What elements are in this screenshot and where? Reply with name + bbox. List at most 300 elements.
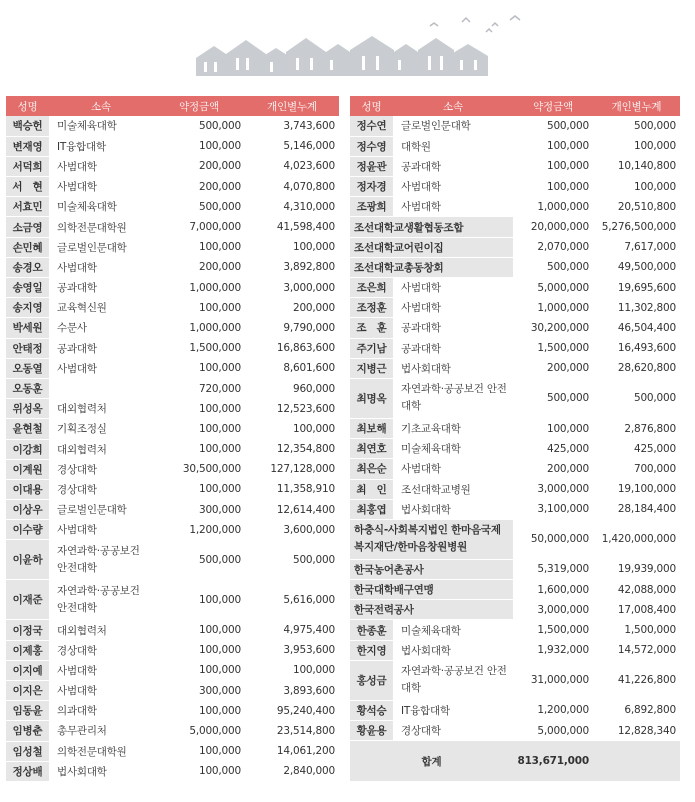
donor-name: 조은희: [350, 278, 393, 298]
table-row: [6, 378, 339, 398]
donor-name: 임동윤: [6, 701, 49, 721]
table-row: [6, 278, 339, 298]
table-row: [6, 500, 339, 520]
donor-org: 총무관리처: [49, 721, 153, 741]
table-row: [350, 257, 680, 277]
table-row: [350, 640, 680, 660]
cumulative-amount: 3,743,600: [245, 116, 339, 136]
donor-org: 대외협력처: [49, 439, 153, 459]
cumulative-amount: 3,000,000: [245, 278, 339, 298]
donor-org: 법사회대학: [49, 761, 153, 781]
donor-name: 오동훈: [6, 378, 49, 398]
donor-name: 서덕희: [6, 156, 49, 176]
pledge-amount: 100,000: [153, 660, 245, 680]
pledge-amount: 200,000: [153, 177, 245, 197]
header-name: 성명: [6, 96, 49, 116]
donor-org: IT융합대학: [49, 136, 153, 156]
header-cumulative: 개인별누계: [593, 96, 680, 116]
table-row: [350, 338, 680, 358]
table-row: [6, 520, 339, 540]
cumulative-amount: 6,892,800: [593, 700, 680, 720]
cumulative-amount: 7,617,000: [593, 237, 680, 257]
donor-org: 사범대학: [393, 298, 513, 318]
cumulative-amount: 100,000: [245, 660, 339, 680]
cumulative-amount: 19,100,000: [593, 479, 680, 499]
donor-name: 이재준: [6, 580, 49, 620]
table-row: [350, 418, 680, 438]
table-row: [6, 257, 339, 277]
pledge-amount: 1,932,000: [513, 640, 593, 660]
donor-name: 한국대학배구연맹: [350, 580, 513, 600]
right-donor-table: [350, 96, 680, 782]
donor-org: 미술체육대학: [393, 620, 513, 640]
table-row: [6, 136, 339, 156]
cumulative-amount: 46,504,400: [593, 318, 680, 338]
donor-org: 대외협력처: [49, 399, 153, 419]
pledge-amount: 500,000: [513, 257, 593, 277]
pledge-amount: 100,000: [153, 136, 245, 156]
donor-org: 사범대학: [393, 177, 513, 197]
donor-org: 공과대학: [393, 338, 513, 358]
table-row: [6, 399, 339, 419]
header-amount: 약정금액: [153, 96, 245, 116]
pledge-amount: 100,000: [513, 156, 593, 176]
table-row: [6, 358, 339, 378]
table-row: [6, 459, 339, 479]
donor-org: 사범대학: [393, 197, 513, 217]
cumulative-amount: 500,000: [245, 540, 339, 580]
cumulative-amount: 3,892,800: [245, 257, 339, 277]
cumulative-amount: 28,620,800: [593, 358, 680, 378]
donor-org: 의학전문대학원: [49, 217, 153, 237]
pledge-amount: 1,500,000: [513, 338, 593, 358]
cumulative-amount: 49,500,000: [593, 257, 680, 277]
cumulative-amount: 11,302,800: [593, 298, 680, 318]
donor-name: 조 훈: [350, 318, 393, 338]
donor-name: 최 인: [350, 479, 393, 499]
cumulative-amount: 5,146,000: [245, 136, 339, 156]
cumulative-amount: 14,572,000: [593, 640, 680, 660]
donor-org: 경상대학: [393, 721, 513, 741]
table-row: [350, 156, 680, 176]
table-row: [6, 479, 339, 499]
donor-name: 조선대학교어린이집: [350, 237, 513, 257]
pledge-amount: 30,200,000: [513, 318, 593, 338]
header-org: 소속: [49, 96, 153, 116]
cumulative-amount: 12,523,600: [245, 399, 339, 419]
pledge-amount: 300,000: [153, 681, 245, 701]
donor-name: 이계원: [6, 459, 49, 479]
table-row: [6, 156, 339, 176]
cumulative-amount: 127,128,000: [245, 459, 339, 479]
donor-name: 최보해: [350, 418, 393, 438]
donor-org: 글로벌인문대학: [49, 500, 153, 520]
skyline-illustration: [0, 0, 695, 90]
cumulative-amount: 9,790,000: [245, 318, 339, 338]
pledge-amount: 300,000: [153, 500, 245, 520]
cumulative-amount: 3,893,600: [245, 681, 339, 701]
cumulative-amount: 41,226,800: [593, 660, 680, 700]
donor-name: 윤현철: [6, 419, 49, 439]
cumulative-amount: 100,000: [245, 419, 339, 439]
pledge-amount: 720,000: [153, 378, 245, 398]
pledge-amount: 100,000: [513, 136, 593, 156]
donor-name: 최은순: [350, 459, 393, 479]
donor-name: 황석승: [350, 700, 393, 720]
pledge-amount: 200,000: [513, 358, 593, 378]
donor-name: 한지영: [350, 640, 393, 660]
donor-name: 오동열: [6, 358, 49, 378]
table-row: [350, 660, 680, 700]
donor-name: 박세원: [6, 318, 49, 338]
donor-org: 수문사: [49, 318, 153, 338]
pledge-amount: 1,000,000: [513, 197, 593, 217]
total-label: 합계: [350, 741, 513, 782]
table-row: [6, 197, 339, 217]
cumulative-amount: 16,863,600: [245, 338, 339, 358]
pledge-amount: 31,000,000: [513, 660, 593, 700]
pledge-amount: 1,200,000: [153, 520, 245, 540]
donor-name: 정수연: [350, 116, 393, 136]
donor-org: 사범대학: [49, 660, 153, 680]
table-row: [6, 439, 339, 459]
pledge-amount: 100,000: [153, 479, 245, 499]
pledge-amount: 100,000: [153, 640, 245, 660]
donor-name: 위성옥: [6, 399, 49, 419]
left-donor-table: [6, 96, 339, 782]
donor-org: 글로벌인문대학: [49, 237, 153, 257]
table-row: [6, 217, 339, 237]
table-row: [350, 459, 680, 479]
donor-org: 기획조정실: [49, 419, 153, 439]
donor-name: 이대용: [6, 479, 49, 499]
donor-org: 사범대학: [49, 681, 153, 701]
donor-name: 변재영: [6, 136, 49, 156]
donor-org: 사범대학: [49, 358, 153, 378]
donor-org: 대외협력처: [49, 620, 153, 640]
pledge-amount: 1,200,000: [513, 700, 593, 720]
donor-name: 손민혜: [6, 237, 49, 257]
donor-name: 임성철: [6, 741, 49, 761]
donor-org: 자연과학·공공보건 안전대학: [393, 378, 513, 418]
donor-org: 글로벌인문대학: [393, 116, 513, 136]
pledge-amount: 100,000: [153, 580, 245, 620]
donor-name: 지병근: [350, 358, 393, 378]
donor-org: IT융합대학: [393, 700, 513, 720]
cumulative-amount: 2,876,800: [593, 418, 680, 438]
table-row: [6, 721, 339, 741]
pledge-amount: 100,000: [153, 358, 245, 378]
pledge-amount: 1,500,000: [513, 620, 593, 640]
pledge-amount: 20,000,000: [513, 217, 593, 237]
pledge-amount: 5,000,000: [153, 721, 245, 741]
cumulative-amount: 100,000: [245, 237, 339, 257]
donor-org: 공과대학: [393, 156, 513, 176]
pledge-amount: 100,000: [153, 439, 245, 459]
total-row: [350, 741, 680, 782]
table-row: [6, 701, 339, 721]
donor-org: 사범대학: [393, 459, 513, 479]
cumulative-amount: 5,616,000: [245, 580, 339, 620]
donor-name: 이강희: [6, 439, 49, 459]
donor-name: 황윤용: [350, 721, 393, 741]
table-row: [6, 338, 339, 358]
donor-org: 경상대학: [49, 640, 153, 660]
pledge-amount: 3,000,000: [513, 479, 593, 499]
donor-name: 이지예: [6, 660, 49, 680]
donor-name: 조선대학교총동창회: [350, 257, 513, 277]
left-header-row: [6, 96, 339, 116]
header-amount: 약정금액: [513, 96, 593, 116]
cumulative-amount: 3,953,600: [245, 640, 339, 660]
cumulative-amount: 425,000: [593, 439, 680, 459]
donor-name: 정윤관: [350, 156, 393, 176]
cumulative-amount: 4,070,800: [245, 177, 339, 197]
cumulative-amount: 28,184,400: [593, 499, 680, 519]
table-row: [6, 620, 339, 640]
pledge-amount: 100,000: [153, 399, 245, 419]
table-row: [6, 681, 339, 701]
table-row: [350, 721, 680, 741]
donor-org: 기초교육대학: [393, 418, 513, 438]
pledge-amount: 30,500,000: [153, 459, 245, 479]
table-row: [6, 660, 339, 680]
cumulative-amount: 1,500,000: [593, 620, 680, 640]
donor-name: 정자경: [350, 177, 393, 197]
cumulative-amount: 4,310,000: [245, 197, 339, 217]
pledge-amount: 100,000: [153, 741, 245, 761]
donor-org: 법사회대학: [393, 358, 513, 378]
table-row: [350, 479, 680, 499]
pledge-amount: 500,000: [153, 116, 245, 136]
header-name: 성명: [350, 96, 393, 116]
cumulative-amount: 19,939,000: [593, 559, 680, 579]
cumulative-amount: 42,088,000: [593, 580, 680, 600]
pledge-amount: 100,000: [513, 418, 593, 438]
pledge-amount: 200,000: [153, 156, 245, 176]
pledge-amount: 100,000: [153, 237, 245, 257]
donor-org: 교육혁신원: [49, 298, 153, 318]
pledge-amount: 1,000,000: [513, 298, 593, 318]
donor-org: 사범대학: [49, 257, 153, 277]
donor-name: 정상배: [6, 761, 49, 781]
pledge-amount: 100,000: [153, 761, 245, 781]
donor-org: 법사회대학: [393, 499, 513, 519]
cumulative-amount: 4,023,600: [245, 156, 339, 176]
cumulative-amount: 12,828,340: [593, 721, 680, 741]
donor-name: 서효민: [6, 197, 49, 217]
cumulative-amount: 5,276,500,000: [593, 217, 680, 237]
donor-org: 경상대학: [49, 459, 153, 479]
donor-org: 미술체육대학: [393, 439, 513, 459]
cumulative-amount: 10,140,800: [593, 156, 680, 176]
donor-org: 의과대학: [49, 701, 153, 721]
cumulative-amount: 3,600,000: [245, 520, 339, 540]
pledge-amount: 5,000,000: [513, 721, 593, 741]
donor-org: 사범대학: [49, 177, 153, 197]
pledge-amount: 500,000: [153, 540, 245, 580]
table-row: [6, 116, 339, 136]
donor-org: 대학원: [393, 136, 513, 156]
table-row: [350, 700, 680, 720]
cumulative-amount: 41,598,400: [245, 217, 339, 237]
donor-name: 주기남: [350, 338, 393, 358]
donor-org: 법사회대학: [393, 640, 513, 660]
pledge-amount: 500,000: [153, 197, 245, 217]
donor-org: 공과대학: [49, 338, 153, 358]
table-row: [350, 620, 680, 640]
donor-name: 최홍엽: [350, 499, 393, 519]
donor-org: 의학전문대학원: [49, 741, 153, 761]
cumulative-amount: 14,061,200: [245, 741, 339, 761]
cumulative-amount: 100,000: [593, 177, 680, 197]
donor-org: 조선대학교병원: [393, 479, 513, 499]
table-row: [350, 116, 680, 136]
donor-name: 홍성금: [350, 660, 393, 700]
table-row: [350, 136, 680, 156]
cumulative-amount: 16,493,600: [593, 338, 680, 358]
pledge-amount: 5,319,000: [513, 559, 593, 579]
table-row: [350, 499, 680, 519]
pledge-amount: 1,500,000: [153, 338, 245, 358]
donor-name: 송영일: [6, 278, 49, 298]
table-row: [6, 640, 339, 660]
donor-org: 공과대학: [49, 278, 153, 298]
table-row: [350, 600, 680, 620]
pledge-amount: 500,000: [513, 116, 593, 136]
pledge-amount: 3,000,000: [513, 600, 593, 620]
table-row: [350, 378, 680, 418]
donor-name: 송경오: [6, 257, 49, 277]
table-row: [6, 741, 339, 761]
donor-name: 이지은: [6, 681, 49, 701]
pledge-amount: 425,000: [513, 439, 593, 459]
donor-name: 한종훈: [350, 620, 393, 640]
table-row: [350, 177, 680, 197]
pledge-amount: 500,000: [513, 378, 593, 418]
donor-org: 사범대학: [49, 156, 153, 176]
cumulative-amount: 11,358,910: [245, 479, 339, 499]
cumulative-amount: 12,354,800: [245, 439, 339, 459]
donor-name: 안태정: [6, 338, 49, 358]
cumulative-amount: 700,000: [593, 459, 680, 479]
donor-name: 임병춘: [6, 721, 49, 741]
donor-name: 한국전력공사: [350, 600, 513, 620]
donor-org: 경상대학: [49, 479, 153, 499]
table-row: [6, 177, 339, 197]
cumulative-amount: 12,614,400: [245, 500, 339, 520]
pledge-amount: 100,000: [153, 620, 245, 640]
pledge-amount: 50,000,000: [513, 519, 593, 559]
table-row: [350, 559, 680, 579]
table-row: [350, 278, 680, 298]
pledge-amount: 2,070,000: [513, 237, 593, 257]
donor-org: 공과대학: [393, 318, 513, 338]
donor-org: 사범대학: [393, 278, 513, 298]
donor-org: 미술체육대학: [49, 116, 153, 136]
table-row: [350, 358, 680, 378]
donor-name: 조선대학교생활협동조합: [350, 217, 513, 237]
donor-name: 한국농어촌공사: [350, 559, 513, 579]
pledge-amount: 100,000: [513, 177, 593, 197]
table-row: [6, 419, 339, 439]
donor-org: 사범대학: [49, 520, 153, 540]
table-row: [350, 318, 680, 338]
table-row: [6, 298, 339, 318]
donor-name: 이정국: [6, 620, 49, 640]
pledge-amount: 100,000: [153, 701, 245, 721]
right-header-row: [350, 96, 680, 116]
pledge-amount: 1,000,000: [153, 278, 245, 298]
donor-org: 미술체육대학: [49, 197, 153, 217]
header-cumulative: 개인별누계: [245, 96, 339, 116]
donor-name: 최연호: [350, 439, 393, 459]
pledge-amount: 1,600,000: [513, 580, 593, 600]
donor-name: 소금영: [6, 217, 49, 237]
donor-org: 자연과학·공공보건 안전대학: [49, 540, 153, 580]
pledge-amount: 100,000: [153, 419, 245, 439]
table-row: [350, 237, 680, 257]
pledge-amount: 3,100,000: [513, 499, 593, 519]
cumulative-amount: 200,000: [245, 298, 339, 318]
pledge-amount: 1,000,000: [153, 318, 245, 338]
donor-name: 조정훈: [350, 298, 393, 318]
donor-name: 조광희: [350, 197, 393, 217]
cumulative-amount: 8,601,600: [245, 358, 339, 378]
cumulative-amount: 500,000: [593, 378, 680, 418]
pledge-amount: 200,000: [513, 459, 593, 479]
cumulative-amount: 960,000: [245, 378, 339, 398]
cumulative-amount: 1,420,000,000: [593, 519, 680, 559]
table-row: [6, 318, 339, 338]
total-amount: 813,671,000: [513, 741, 593, 782]
cumulative-amount: 95,240,400: [245, 701, 339, 721]
donor-name: 이제홍: [6, 640, 49, 660]
donor-name: 백승헌: [6, 116, 49, 136]
donor-name: 하충식-사회복지법인 한마음국제 복지재단/한마음창원병원: [350, 519, 513, 559]
table-row: [6, 540, 339, 580]
cumulative-amount: 17,008,400: [593, 600, 680, 620]
cumulative-amount: 100,000: [593, 136, 680, 156]
cumulative-amount: 500,000: [593, 116, 680, 136]
total-blank: [593, 741, 680, 782]
cumulative-amount: 4,975,400: [245, 620, 339, 640]
table-row: [350, 217, 680, 237]
table-row: [350, 439, 680, 459]
cumulative-amount: 20,510,800: [593, 197, 680, 217]
table-row: [350, 580, 680, 600]
table-row: [350, 197, 680, 217]
donor-name: 최명옥: [350, 378, 393, 418]
donor-name: 송지영: [6, 298, 49, 318]
donor-org: 자연과학·공공보건 안전대학: [49, 580, 153, 620]
pledge-amount: 200,000: [153, 257, 245, 277]
cumulative-amount: 23,514,800: [245, 721, 339, 741]
donor-org: [49, 378, 153, 398]
donor-name: 이상우: [6, 500, 49, 520]
cumulative-amount: 19,695,600: [593, 278, 680, 298]
table-row: [350, 298, 680, 318]
table-row: [6, 761, 339, 781]
pledge-amount: 7,000,000: [153, 217, 245, 237]
donor-name: 이수량: [6, 520, 49, 540]
donor-org: 자연과학·공공보건 안전대학: [393, 660, 513, 700]
table-row: [6, 580, 339, 620]
table-row: [350, 519, 680, 559]
donor-name: 서 현: [6, 177, 49, 197]
donor-name: 이윤하: [6, 540, 49, 580]
pledge-amount: 100,000: [153, 298, 245, 318]
